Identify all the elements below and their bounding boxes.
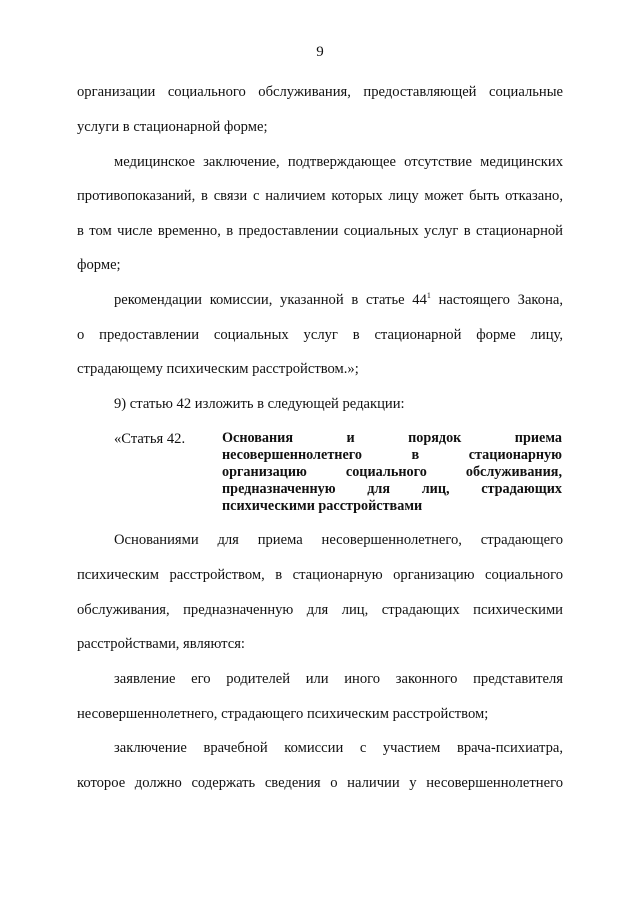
text-line: о предоставлении социальных услуг в стационарной форме лицу, bbox=[77, 327, 563, 343]
text-line: заключение врачебной комиссии с участием врача-психиатра, bbox=[114, 740, 563, 756]
text-line: которое должно содержать сведения о наличии у несовершеннолетнего bbox=[77, 775, 563, 791]
text-line: несовершеннолетнего, страдающего психическим расстройством; bbox=[77, 706, 489, 722]
superscript: 1 bbox=[426, 291, 431, 300]
text-fragment: рекомендации комиссии, указанной в статье 44 bbox=[114, 292, 427, 308]
text-line: психическим расстройством, в стационарную организацию социального bbox=[77, 567, 563, 583]
text-line: противопоказаний, в связи с наличием которых лицу может быть отказано, bbox=[77, 188, 563, 204]
heading-line: организацию социального обслуживания, bbox=[222, 464, 562, 480]
text-fragment: настоящего Закона, bbox=[430, 292, 563, 308]
article-heading bbox=[222, 430, 562, 515]
heading-line: несовершеннолетнего в стационарную bbox=[222, 447, 562, 463]
heading-line: Основания и порядок приема bbox=[222, 430, 562, 446]
text-line: форме; bbox=[77, 257, 121, 273]
text-line: медицинское заключение, подтверждающее отсутствие медицинских bbox=[114, 154, 563, 170]
text-line: в том числе временно, в предоставлении социальных услуг в стационарной bbox=[77, 223, 563, 239]
text-line: организации социального обслуживания, предоставляющей социальные bbox=[77, 84, 563, 100]
text-line: заявление его родителей или иного законного представителя bbox=[114, 671, 563, 687]
text-line: услуги в стационарной форме; bbox=[77, 119, 268, 135]
heading-line: предназначенную для лиц, страдающих bbox=[222, 481, 562, 497]
text-line: 9) статью 42 изложить в следующей редакции: bbox=[114, 396, 405, 412]
text-line bbox=[114, 290, 563, 310]
text-line: расстройствами, являются: bbox=[77, 636, 245, 652]
text-line: обслуживания, предназначенную для лиц, страдающих психическими bbox=[77, 602, 563, 618]
page-number: 9 bbox=[316, 44, 324, 60]
article-label: «Статья 42. bbox=[114, 431, 186, 447]
heading-line: психическими расстройствами bbox=[222, 498, 423, 514]
text-line: Основаниями для приема несовершеннолетнего, страдающего bbox=[114, 532, 563, 548]
text-line: страдающему психическим расстройством.»; bbox=[77, 361, 359, 377]
